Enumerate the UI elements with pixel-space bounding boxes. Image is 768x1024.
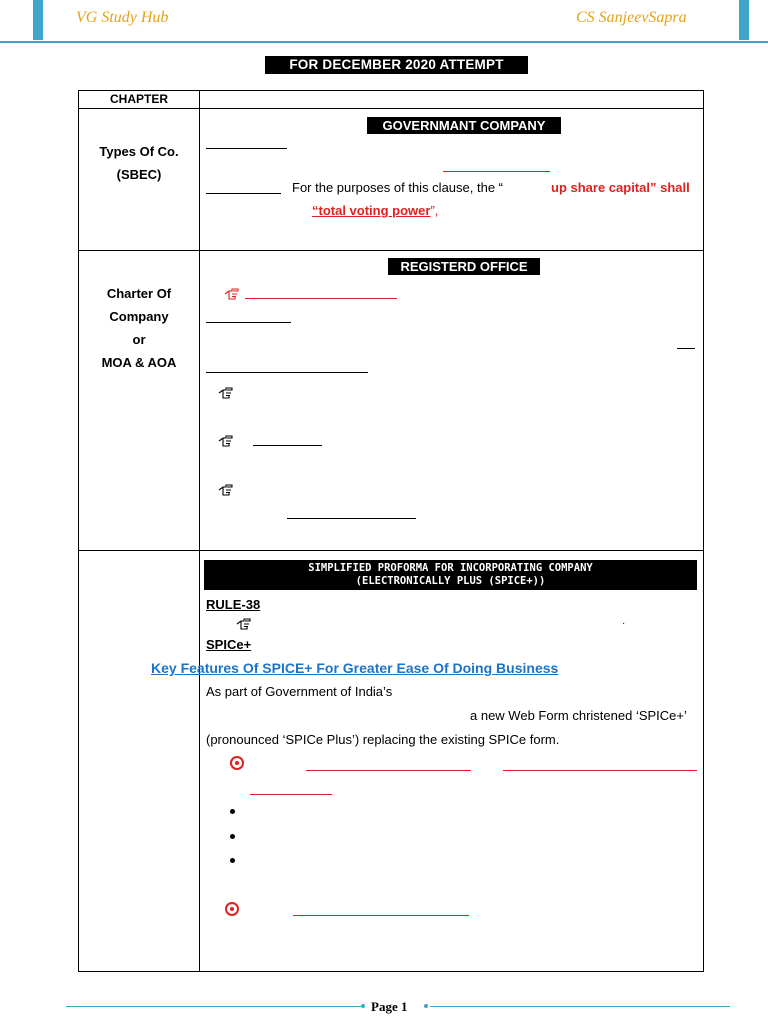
spice-paragraph-line: a new Web Form christened ‘SPICe+’ bbox=[470, 708, 687, 723]
clause-text-line-2 bbox=[312, 203, 438, 218]
blank-underline-red bbox=[293, 915, 469, 916]
red-circle-icon bbox=[230, 756, 244, 770]
blank-underline bbox=[253, 445, 322, 446]
pointing-hand-icon bbox=[218, 484, 233, 497]
clause-text: For the purposes of this clause, the “ bbox=[292, 180, 503, 195]
row-divider bbox=[79, 550, 703, 551]
chapter-label bbox=[79, 140, 199, 186]
bullet-point bbox=[230, 809, 235, 814]
page-number: Page 1 bbox=[371, 999, 408, 1014]
voting-power-tail: ”, bbox=[430, 203, 439, 218]
spice-paragraph-line: (pronounced ‘SPICe Plus’) replacing the existing SPICe form. bbox=[206, 732, 560, 747]
blank-underline-red bbox=[443, 171, 550, 172]
bullet-point bbox=[230, 858, 235, 863]
section-title-government-company: GOVERNMANT COMPANY bbox=[367, 117, 561, 134]
clause-text-highlight: up share capital” shall bbox=[551, 180, 690, 195]
chapter-label-line: (SBEC) bbox=[116, 167, 162, 182]
voting-power-text: “total voting power bbox=[312, 203, 431, 218]
blank-underline-red bbox=[245, 298, 397, 299]
chapter-label-line: MOA & AOA bbox=[101, 355, 177, 370]
chapter-label-line: Types Of Co. bbox=[99, 144, 179, 159]
blank-underline bbox=[206, 148, 287, 149]
header-accent-bar-left bbox=[33, 0, 43, 40]
footer-dot bbox=[424, 1004, 428, 1008]
blank-underline-red bbox=[306, 770, 471, 771]
chapter-label bbox=[79, 282, 199, 374]
column-header-chapter: CHAPTER bbox=[109, 92, 168, 106]
bullet-point bbox=[230, 834, 235, 839]
footer-rule-left bbox=[66, 1006, 361, 1007]
header-rule bbox=[0, 41, 768, 43]
spice-paragraph-line: As part of Government of India’s bbox=[206, 684, 393, 699]
blank-underline bbox=[206, 193, 281, 194]
blank-underline bbox=[206, 372, 368, 373]
rule-label: RULE-38 bbox=[206, 597, 261, 612]
header-left-brand: VG Study Hub bbox=[76, 9, 169, 26]
pointing-hand-icon bbox=[218, 435, 233, 448]
row-divider bbox=[79, 250, 703, 251]
blank-underline bbox=[677, 348, 695, 349]
banner-line: (ELECTRONICALLY PLUS (SPICE+)) bbox=[355, 575, 546, 587]
pointing-hand-icon bbox=[224, 288, 239, 301]
header-right-brand: CS SanjeevSapra bbox=[576, 9, 687, 26]
banner-line: SIMPLIFIED PROFORMA FOR INCORPORATING COMPANY bbox=[308, 562, 593, 574]
blank-underline-red bbox=[250, 794, 332, 795]
spice-proforma-banner bbox=[204, 560, 697, 590]
row-divider bbox=[79, 108, 703, 109]
chapter-table bbox=[78, 90, 704, 972]
red-circle-icon bbox=[225, 902, 239, 916]
attempt-title: FOR DECEMBER 2020 ATTEMPT bbox=[265, 56, 528, 74]
chapter-label-line: Charter Of bbox=[106, 286, 172, 301]
pointing-hand-icon bbox=[218, 387, 233, 400]
footer-rule-right bbox=[430, 1006, 730, 1007]
chapter-label-line: or bbox=[132, 332, 146, 347]
key-features-heading: Key Features Of SPICE+ For Greater Ease Of Doing Business bbox=[151, 660, 559, 676]
rule-mark: · bbox=[622, 618, 626, 629]
blank-underline-red bbox=[503, 770, 697, 771]
spice-label: SPICe+ bbox=[206, 637, 252, 652]
pointing-hand-icon bbox=[236, 618, 251, 631]
blank-underline bbox=[206, 322, 291, 323]
section-title-registered-office: REGISTERD OFFICE bbox=[388, 258, 540, 275]
header-accent-bar-right bbox=[739, 0, 749, 40]
column-divider bbox=[199, 91, 200, 971]
footer-dot bbox=[361, 1004, 365, 1008]
blank-underline bbox=[287, 518, 416, 519]
chapter-label-line: Company bbox=[109, 309, 169, 324]
